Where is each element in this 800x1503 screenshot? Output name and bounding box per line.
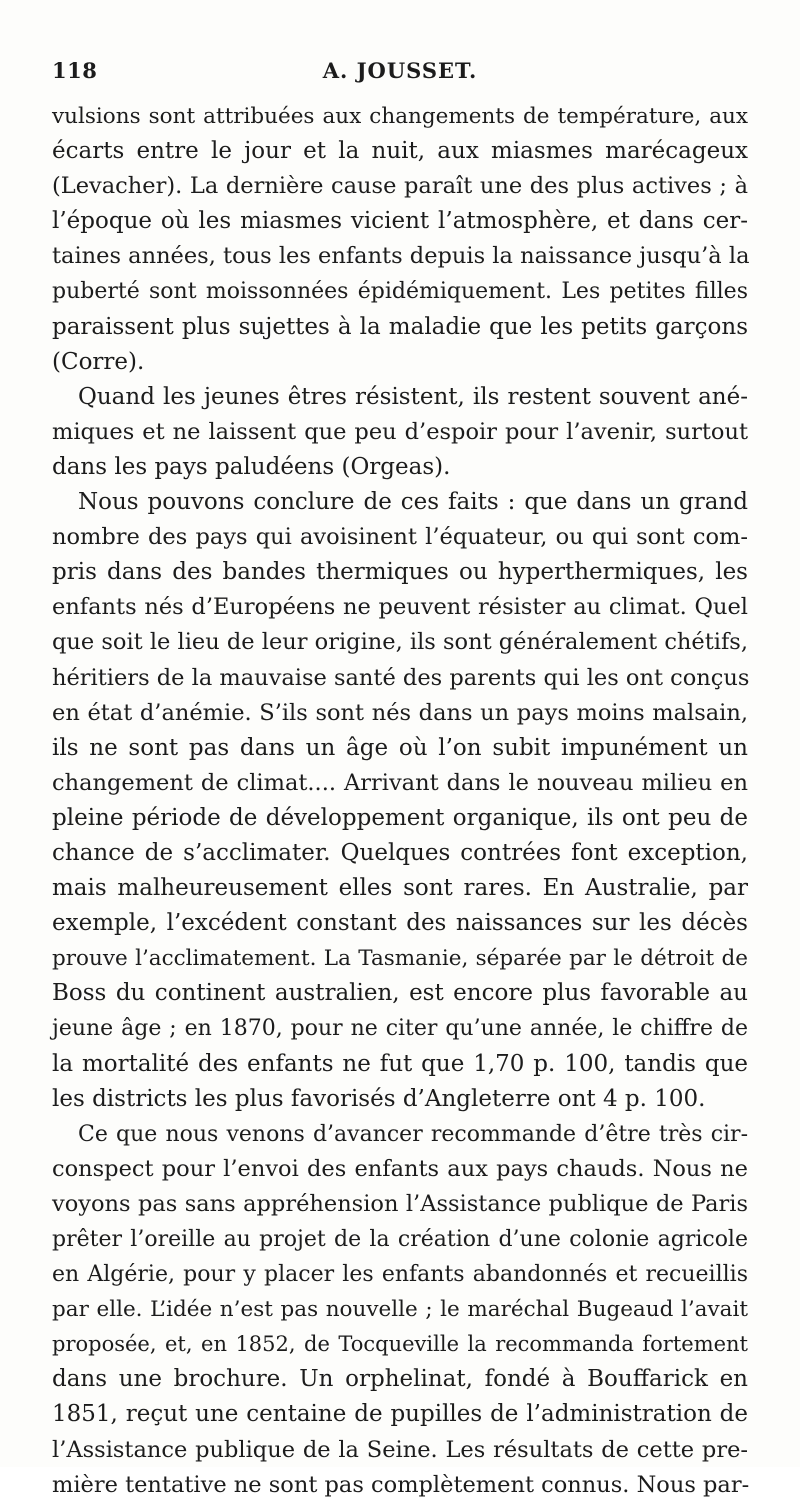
text-line: Nous pouvons conclure de ces faits : que dans un grand (78, 489, 748, 516)
text-line: ils ne sont pas dans un âge où l’on subit impunément un (52, 734, 748, 761)
text-line: la mortalité des enfants ne fut que 1,70 p. 100, tandis que (52, 1050, 748, 1077)
text-line: nombre des pays qui avoisinent l’équateur, ou qui sont com- (52, 524, 748, 551)
text-line: pleine période de développement organique, ils ont peu de (52, 804, 748, 831)
text-line: 1851, reçut une centaine de pupilles de l’administration de (52, 1401, 748, 1428)
text-line: que soit le lieu de leur origine, ils sont généralement chétifs, (52, 629, 748, 656)
text-line: l’Assistance publique de la Seine. Les résultats de cette pre- (52, 1436, 748, 1463)
text-line: Ce que nous venons d’avancer recommande d’être très cir- (78, 1121, 748, 1147)
text-line: jeune âge ; en 1870, pour ne citer qu’une année, le chiffre de (52, 1016, 748, 1042)
text-line: miques et ne laissent que peu d’espoir pour l’avenir, surtout (52, 418, 748, 445)
text-line: enfants nés d’Européens ne peuvent résister au climat. Quel (52, 594, 748, 621)
text-line: l’époque où les miasmes vicient l’atmosphère, et dans cer- (52, 208, 748, 235)
text-line: taines années, tous les enfants depuis la naissance jusqu’à la (52, 243, 750, 270)
text-line: mière tentative ne sont pas complètement connus. Nous par- (52, 1471, 750, 1498)
text-line: pris dans des bandes thermiques ou hyperthermiques, les (52, 559, 748, 586)
text-line: les districts les plus favorisés d’Angleterre ont 4 p. 100. (52, 1085, 706, 1112)
text-line: proposée, et, en 1852, de Tocqueville la recommanda fortement (52, 1332, 748, 1357)
text-line: par elle. L’idée n’est pas nouvelle ; le maréchal Bugeaud l’avait (52, 1297, 748, 1323)
text-line: dans les pays paludéens (Orgeas). (52, 453, 451, 480)
text-line: conspect pour l’envoi des enfants aux pays chauds. Nous ne (52, 1155, 748, 1182)
text-line: vulsions sont attribuées aux changements de température, aux (52, 104, 748, 129)
text-line: dans une brochure. Un orphelinat, fondé à Bouffarick en (52, 1366, 748, 1393)
text-line: écarts entre le jour et la nuit, aux miasmes marécageux (52, 138, 748, 165)
text-line: en état d’anémie. S’ils sont nés dans un pays moins malsain, (52, 699, 748, 726)
page-number: 118 (52, 58, 98, 83)
text-line: en Algérie, pour y placer les enfants abandonnés et recueillis (52, 1262, 748, 1288)
running-head: A. JOUSSET. (322, 58, 478, 83)
text-line: prêter l’oreille au projet de la création d’une colonie agricole (52, 1227, 748, 1252)
body-text (52, 99, 748, 1503)
text-line: (Levacher). La dernière cause paraît une des plus actives ; à (52, 173, 748, 200)
text-line: mais malheureusement elles sont rares. En Australie, par (52, 875, 748, 902)
text-line: exemple, l’excédent constant des naissances sur les décès (52, 910, 748, 937)
text-line: paraissent plus sujettes à la maladie que les petits garçons (52, 313, 748, 340)
text-line: changement de climat.... Arrivant dans le nouveau milieu en (52, 769, 748, 796)
text-line: héritiers de la mauvaise santé des parents qui les ont conçus (52, 664, 750, 691)
text-line: voyons pas sans appréhension l’Assistance publique de Paris (52, 1190, 748, 1217)
text-line: (Corre). (52, 348, 145, 375)
text-line: puberté sont moissonnées épidémiquement. Les petites filles (52, 279, 748, 305)
text-line: Quand les jeunes êtres résistent, ils restent souvent ané- (78, 383, 748, 410)
text-line: chance de s’acclimater. Quelques contrées font exception, (52, 839, 748, 866)
text-line: Boss du continent australien, est encore plus favorable au (52, 980, 748, 1007)
page-header (52, 58, 748, 94)
text-line: prouve l’acclimatement. La Tasmanie, séparée par le détroit de (52, 946, 748, 972)
